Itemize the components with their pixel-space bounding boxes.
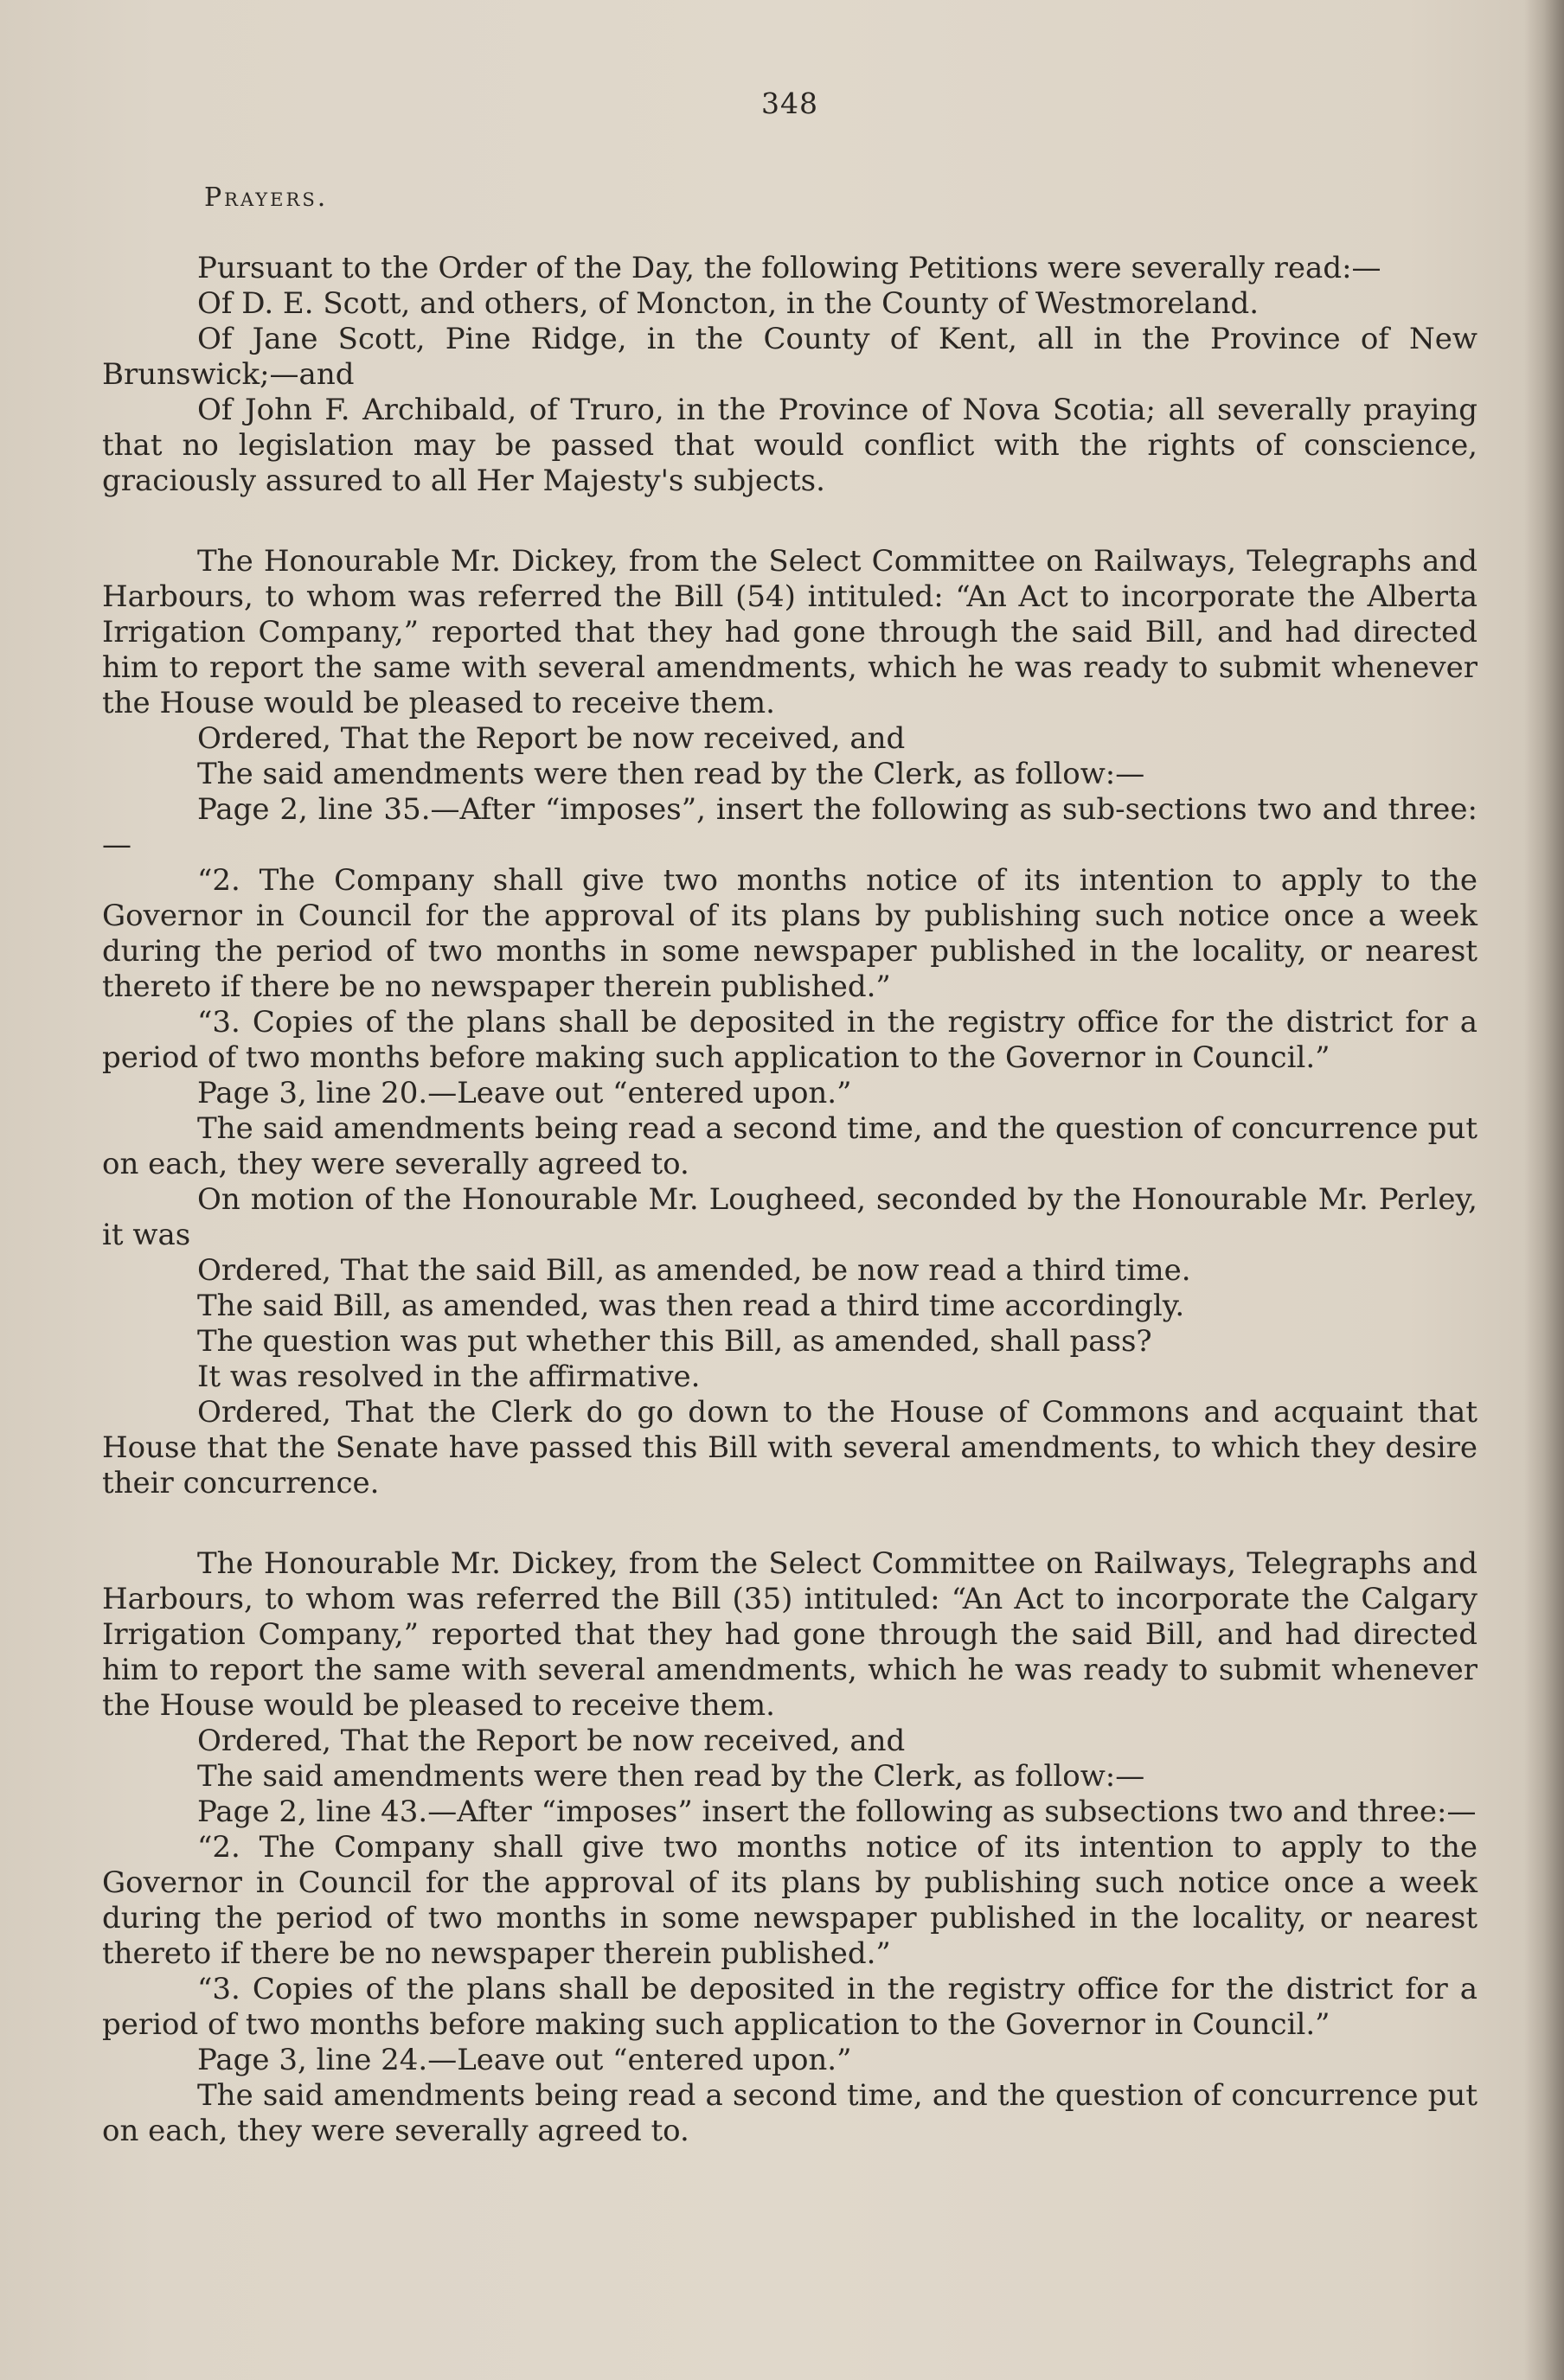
petitions-intro: Pursuant to the Order of the Day, the following Petitions were severally read:— [197,251,1381,285]
report-paragraph: Page 3, line 20.—Leave out “entered upon.” [197,1076,852,1110]
page-content [102,86,1477,2194]
report-paragraph: The said amendments were then read by the Clerk, as follow:— [197,1759,1145,1794]
report-paragraph: Ordered, That the Report be now received, and [197,1724,906,1758]
petition-item: Of D. E. Scott, and others, of Moncton, in the County of Westmoreland. [197,286,1260,321]
report-paragraph: On motion of the Honourable Mr. Lougheed, seconded by the Honourable Mr. Perley, it was [102,1182,1477,1252]
petition-item: Of Jane Scott, Pine Ridge, in the County of Kent, all in the Province of New Brunswick;—and [102,322,1477,392]
calgary-report-block [102,1546,1477,2149]
report-paragraph: Page 2, line 35.—After “imposes”, insert the following as sub-sections two and three:— [102,792,1477,862]
report-paragraph: The Honourable Mr. Dickey, from the Select Committee on Railways, Telegraphs and Harbours, to whom was referred the Bill (35) intituled: “An Act to incorporate the Calgary Irrigation Company,” reported that they had gone through the said Bill, and had directed him to report the same with several amendments, which he was ready to submit whenever the House would be pleased to receive them. [102,1546,1477,1723]
report-paragraph: The said amendments were then read by the Clerk, as follow:— [197,757,1145,791]
report-paragraph: Ordered, That the Report be now received, and [197,721,906,756]
section-heading: Prayers. [204,182,329,213]
page-number: 348 [761,86,818,120]
amendment-text: “2. The Company shall give two months notice of its intention to apply to the Governor in Council for the approval of its plans by publishing such notice once a week during the period of two months in some newspaper published in the locality, or nearest thereto if there be no newspaper therein published.” [102,1830,1477,1971]
petitions-block [102,251,1477,499]
report-paragraph: Page 3, line 24.—Leave out “entered upon.” [197,2043,852,2077]
amendment-text: “3. Copies of the plans shall be deposited in the registry office for the district for a period of two months before making such application to the Governor in Council.” [102,1972,1477,2042]
alberta-report-block [102,544,1477,1501]
report-paragraph: Ordered, That the said Bill, as amended, be now read a third time. [197,1253,1191,1288]
report-paragraph: The Honourable Mr. Dickey, from the Select Committee on Railways, Telegraphs and Harbours, to whom was referred the Bill (54) intituled: “An Act to incorporate the Alberta Irrigation Company,” reported that they had gone through the said Bill, and had directed him to report the same with several amendments, which he was ready to submit whenever the House would be pleased to receive them. [102,544,1477,720]
report-paragraph: It was resolved in the affirmative. [197,1360,701,1394]
report-paragraph: The said amendments being read a second time, and the question of concurrence put on each, they were severally agreed to. [102,1111,1477,1181]
amendment-text: “2. The Company shall give two months notice of its intention to apply to the Governor in Council for the approval of its plans by publishing such notice once a week during the period of two months in some newspaper published in the locality, or nearest thereto if there be no newspaper therein published.” [102,863,1477,1004]
report-paragraph: The said Bill, as amended, was then read a third time accordingly. [197,1289,1185,1323]
report-paragraph: Page 2, line 43.—After “imposes” insert the following as subsections two and three:— [197,1795,1477,1829]
binding-shadow [1524,0,1564,2380]
report-paragraph: The said amendments being read a second time, and the question of concurrence put on each, they were severally agreed to. [102,2078,1477,2148]
amendment-text: “3. Copies of the plans shall be deposited in the registry office for the district for a period of two months before making such application to the Governor in Council.” [102,1005,1477,1075]
petition-item: Of John F. Archibald, of Truro, in the Province of Nova Scotia; all severally praying that no legislation may be passed that would conflict with the rights of conscience, graciously assured to all Her Majesty's subjects. [102,393,1477,498]
report-paragraph: The question was put whether this Bill, as amended, shall pass? [197,1324,1152,1359]
report-paragraph: Ordered, That the Clerk do go down to the House of Commons and acquaint that House that the Senate have passed this Bill with several amendments, to which they desire their concurrence. [102,1395,1477,1500]
